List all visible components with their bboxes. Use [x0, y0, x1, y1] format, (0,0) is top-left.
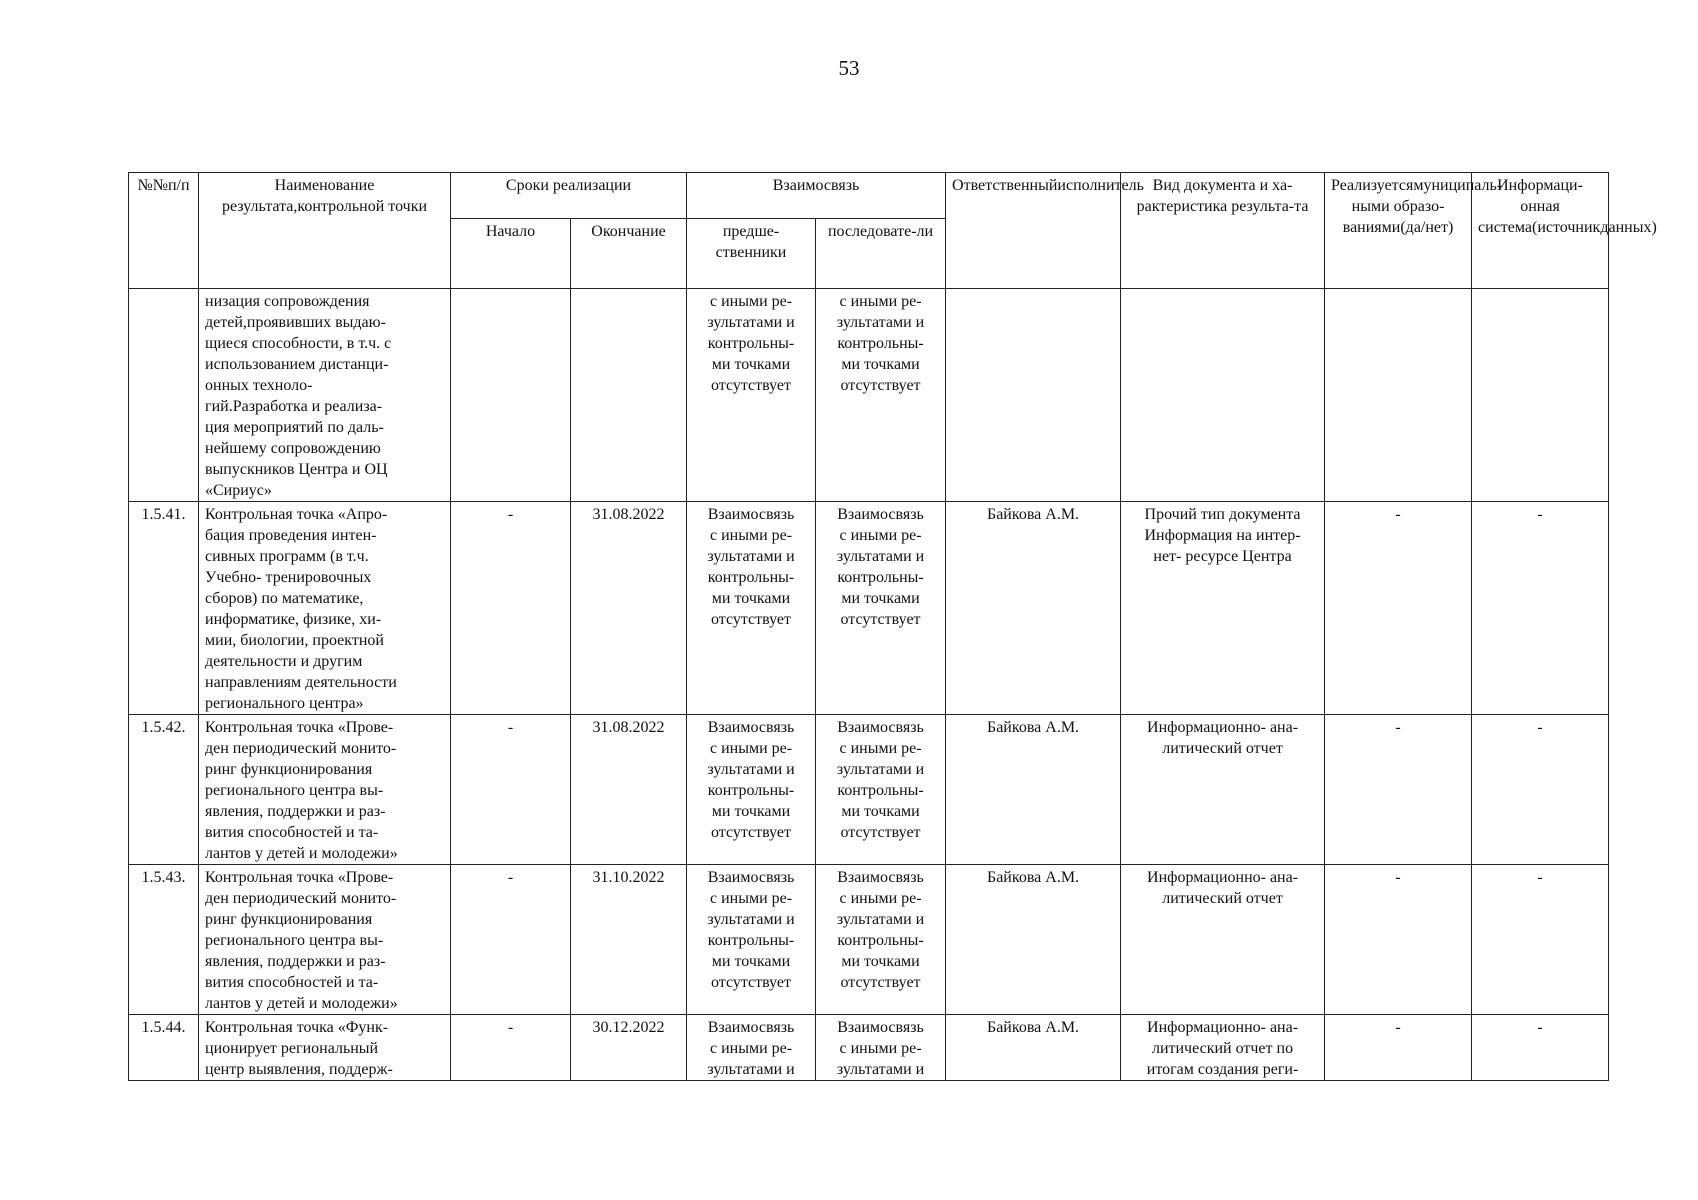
cell-successors-line: ми точками [841, 953, 920, 970]
cell-predecessors-line: зультатами и [707, 911, 795, 928]
cell-successors-line: зультатами и [836, 911, 925, 928]
cell-name-line: сборов) по математике, [205, 590, 364, 607]
cell-responsible [946, 289, 1121, 502]
cell-start: - [451, 1015, 571, 1081]
header-doc-line: та [1294, 198, 1309, 215]
cell-info-system: - [1472, 502, 1609, 715]
cell-name-line: онных техноло- [205, 377, 313, 394]
cell-num: 1.5.44. [129, 1015, 199, 1081]
cell-doc-type [1121, 289, 1325, 502]
cell-predecessors [687, 1015, 816, 1081]
header-doc [1121, 173, 1325, 289]
cell-successors [816, 865, 946, 1015]
table-row [129, 865, 1609, 1015]
cell-successors-line: зультатами и [836, 1061, 925, 1078]
cell-doc-type-line: Информационно- ана- [1147, 869, 1299, 886]
cell-predecessors-line: отсутствует [710, 824, 792, 841]
cell-doc-type-line: литический отчет по [1151, 1040, 1294, 1057]
cell-predecessors-line: с иными ре- [709, 1040, 793, 1057]
cell-successors-line: отсутствует [840, 377, 921, 394]
cell-successors-line: зультатами и [836, 548, 925, 565]
cell-successors-line: Взаимосвязь [837, 719, 924, 736]
header-predecessors-line: предше- [722, 223, 780, 240]
header-successors [816, 219, 946, 289]
cell-name [199, 502, 451, 715]
header-name-line: Наименование результата, [221, 177, 375, 215]
cell-end [571, 289, 687, 502]
cell-successors-line: зультатами и [836, 761, 925, 778]
header-responsible-line: Ответственный [952, 177, 1058, 194]
header-num [129, 173, 199, 289]
cell-successors-line: отсутствует [840, 611, 921, 628]
cell-doc-type-line: нет- ресурсе Центра [1153, 548, 1292, 565]
header-doc-line: Вид документа и ха- [1152, 177, 1293, 194]
cell-doc-type-line: литический отчет [1162, 890, 1283, 907]
cell-name-line: вития способностей и та- [205, 824, 379, 841]
cell-responsible: Байкова А.М. [946, 865, 1121, 1015]
cell-name-line: Учебно- тренировочных [205, 569, 372, 586]
cell-responsible: Байкова А.М. [946, 715, 1121, 865]
cell-name-line: регионального центра вы- [205, 782, 384, 799]
cell-name-line: детей,проявивших выдаю- [205, 314, 386, 331]
header-end: Окончание [571, 219, 687, 289]
cell-successors-line: контрольны- [837, 569, 924, 586]
cell-successors-line: контрольны- [837, 335, 924, 352]
header-responsible-line: исполнитель [1057, 177, 1144, 194]
cell-predecessors-line: контрольны- [707, 782, 795, 799]
cell-predecessors-line: с иными ре- [709, 890, 793, 907]
cell-doc-type [1121, 502, 1325, 715]
table-header [129, 173, 1657, 289]
cell-predecessors-line: зультатами и [707, 548, 795, 565]
cell-name-line: ринг функционирования [205, 761, 373, 778]
cell-responsible: Байкова А.М. [946, 1015, 1121, 1081]
header-terms: Сроки реализации [451, 173, 687, 219]
cell-doc-type [1121, 1015, 1325, 1081]
cell-name-line: щиеся способности, в т.ч. с [205, 335, 392, 352]
cell-successors-line: зультатами и [836, 314, 925, 331]
header-start: Начало [451, 219, 571, 289]
cell-doc-type [1121, 715, 1325, 865]
cell-municipal: - [1325, 865, 1472, 1015]
cell-start: - [451, 502, 571, 715]
table-row [129, 715, 1609, 865]
cell-successors [816, 502, 946, 715]
cell-successors-line: отсутствует [840, 824, 921, 841]
cell-name-line: «Сириус» [205, 482, 272, 499]
cell-predecessors-line: ми точками [711, 953, 791, 970]
header-municipal-line: (да/нет) [1400, 219, 1454, 236]
table-body [129, 289, 1609, 1081]
cell-successors-line: с иными ре- [839, 1040, 922, 1057]
cell-predecessors-line: Взаимосвязь [707, 719, 795, 736]
header-municipal-line: ными образо- [1351, 198, 1445, 215]
cell-predecessors-line: с иными ре- [709, 740, 793, 757]
header-num-line: №№ [137, 177, 168, 194]
cell-predecessors [687, 289, 816, 502]
cell-predecessors-line: Взаимосвязь [707, 869, 795, 886]
cell-predecessors-line: зультатами и [707, 761, 795, 778]
cell-start [451, 289, 571, 502]
page-number: 53 [838, 56, 860, 80]
cell-successors-line: Взаимосвязь [837, 1019, 924, 1036]
cell-name-line: ринг функционирования [205, 911, 373, 928]
cell-name-line: гий.Разработка и реализа- [205, 398, 383, 415]
cell-name-line: лантов у детей и молодежи» [205, 845, 398, 862]
cell-predecessors-line: отсутствует [710, 611, 792, 628]
cell-doc-type-line: Информационно- ана- [1147, 1019, 1299, 1036]
cell-successors [816, 715, 946, 865]
header-municipal-line: муниципаль- [1413, 177, 1503, 194]
cell-name-line: центр выявления, поддерж- [205, 1061, 393, 1078]
cell-name-line: выпускников Центра и ОЦ [205, 461, 388, 478]
cell-municipal [1325, 289, 1472, 502]
header-relation: Взаимосвязь [687, 173, 946, 219]
cell-name-line: Контрольная точка «Функ- [205, 1019, 389, 1036]
cell-predecessors-line: контрольны- [707, 569, 795, 586]
cell-name [199, 289, 451, 502]
cell-predecessors [687, 715, 816, 865]
cell-name [199, 1015, 451, 1081]
cell-name-line: сивных программ (в т.ч. [205, 548, 369, 565]
cell-predecessors [687, 865, 816, 1015]
cell-name-line: ционирует региональный [205, 1040, 379, 1057]
cell-num: 1.5.41. [129, 502, 199, 715]
cell-end: 31.10.2022 [571, 865, 687, 1015]
cell-end: 31.08.2022 [571, 502, 687, 715]
cell-predecessors-line: с иными ре- [709, 293, 793, 310]
header-municipal [1325, 173, 1503, 289]
cell-successors [816, 1015, 946, 1081]
cell-successors-line: с иными ре- [839, 740, 922, 757]
header-name-line: контрольной точки [297, 198, 428, 215]
header-predecessors [687, 219, 816, 289]
cell-name [199, 715, 451, 865]
cell-info-system: - [1472, 865, 1609, 1015]
cell-name [199, 865, 451, 1015]
cell-predecessors [687, 502, 816, 715]
header-municipal-line: ваниями [1342, 219, 1401, 236]
cell-info-system: - [1472, 1015, 1609, 1081]
cell-name-line: использованием дистанци- [205, 356, 389, 373]
table-row [129, 289, 1609, 502]
cell-successors-line: Взаимосвязь [837, 869, 924, 886]
header-municipal-line: Реализуется [1331, 177, 1414, 194]
cell-name-line: Контрольная точка «Апро- [205, 506, 388, 523]
cell-predecessors-line: ми точками [711, 803, 791, 820]
cell-municipal: - [1325, 502, 1472, 715]
control-points-table [128, 172, 1657, 1081]
cell-successors-line: с иными ре- [839, 890, 922, 907]
cell-end: 31.08.2022 [571, 715, 687, 865]
cell-end: 30.12.2022 [571, 1015, 687, 1081]
cell-name-line: направлениям деятельности [205, 674, 397, 691]
cell-name-line: явления, поддержки и раз- [205, 803, 386, 820]
cell-name-line: бация проведения интен- [205, 527, 377, 544]
cell-name-line: ден периодический монито- [205, 740, 397, 757]
cell-successors-line: отсутствует [840, 974, 921, 991]
header-num-line: п/п [167, 177, 190, 194]
cell-predecessors-line: Взаимосвязь [707, 506, 795, 523]
cell-successors-line: ми точками [841, 590, 920, 607]
cell-doc-type-line: литический отчет [1162, 740, 1283, 757]
cell-predecessors-line: зультатами и [707, 314, 795, 331]
cell-municipal: - [1325, 1015, 1472, 1081]
cell-doc-type-line: итогам создания реги- [1146, 1061, 1299, 1078]
cell-name-line: Контрольная точка «Прове- [205, 719, 394, 736]
cell-info-system: - [1472, 715, 1609, 865]
cell-doc-type-line: Информация на интер- [1144, 527, 1301, 544]
cell-name-line: Контрольная точка «Прове- [205, 869, 394, 886]
table-row [129, 1015, 1609, 1081]
cell-successors-line: с иными ре- [839, 527, 922, 544]
header-info-system-line: онная система [1478, 198, 1560, 236]
cell-name-line: мии, биологии, проектной [205, 632, 384, 649]
cell-num: 1.5.42. [129, 715, 199, 865]
cell-predecessors-line: ми точками [711, 590, 791, 607]
cell-name-line: информатике, физике, хи- [205, 611, 382, 628]
cell-successors-line: ми точками [841, 803, 920, 820]
cell-name-line: деятельности и другим [205, 653, 363, 670]
header-predecessors-line: ственники [715, 244, 787, 261]
cell-name-line: ден периодический монито- [205, 890, 397, 907]
cell-predecessors-line: зультатами и [707, 1061, 795, 1078]
header-name [199, 173, 451, 289]
cell-predecessors-line: контрольны- [707, 932, 795, 949]
cell-successors [816, 289, 946, 502]
cell-name-line: вития способностей и та- [205, 974, 379, 991]
cell-predecessors-line: Взаимосвязь [707, 1019, 795, 1036]
cell-name-line: ция мероприятий по даль- [205, 419, 384, 436]
cell-doc-type-line: Информационно- ана- [1147, 719, 1299, 736]
cell-predecessors-line: ми точками [711, 356, 791, 373]
cell-name-line: нейшему сопровождению [205, 440, 381, 457]
cell-predecessors-line: с иными ре- [709, 527, 793, 544]
cell-doc-type [1121, 865, 1325, 1015]
cell-num [129, 289, 199, 502]
cell-successors-line: Взаимосвязь [837, 506, 924, 523]
cell-successors-line: с иными ре- [839, 293, 922, 310]
cell-successors-line: контрольны- [837, 782, 924, 799]
cell-successors-line: ми точками [841, 356, 920, 373]
header-successors-line: последовате- [827, 223, 917, 240]
cell-name-line: регионального центра» [205, 695, 364, 712]
header-responsible [946, 173, 1144, 289]
header-info-system-line: Информаци- [1497, 177, 1583, 194]
cell-municipal: - [1325, 715, 1472, 865]
cell-predecessors-line: отсутствует [710, 377, 792, 394]
cell-name-line: низация сопровождения [205, 293, 370, 310]
header-info-system-line: (источник [1532, 219, 1601, 236]
header-doc-line: рактеристика результа- [1136, 198, 1295, 215]
cell-name-line: явления, поддержки и раз- [205, 953, 386, 970]
cell-name-line: регионального центра вы- [205, 932, 384, 949]
header-successors-line: ли [916, 223, 934, 240]
cell-name-line: лантов у детей и молодежи» [205, 995, 398, 1012]
table-row [129, 502, 1609, 715]
cell-info-system [1472, 289, 1609, 502]
cell-doc-type-line: Прочий тип документа [1144, 506, 1301, 523]
cell-predecessors-line: контрольны- [707, 335, 795, 352]
cell-start: - [451, 715, 571, 865]
cell-start: - [451, 865, 571, 1015]
cell-successors-line: контрольны- [837, 932, 924, 949]
cell-predecessors-line: отсутствует [710, 974, 792, 991]
header-info-system-line: данных) [1600, 219, 1657, 236]
cell-responsible: Байкова А.М. [946, 502, 1121, 715]
cell-num: 1.5.43. [129, 865, 199, 1015]
